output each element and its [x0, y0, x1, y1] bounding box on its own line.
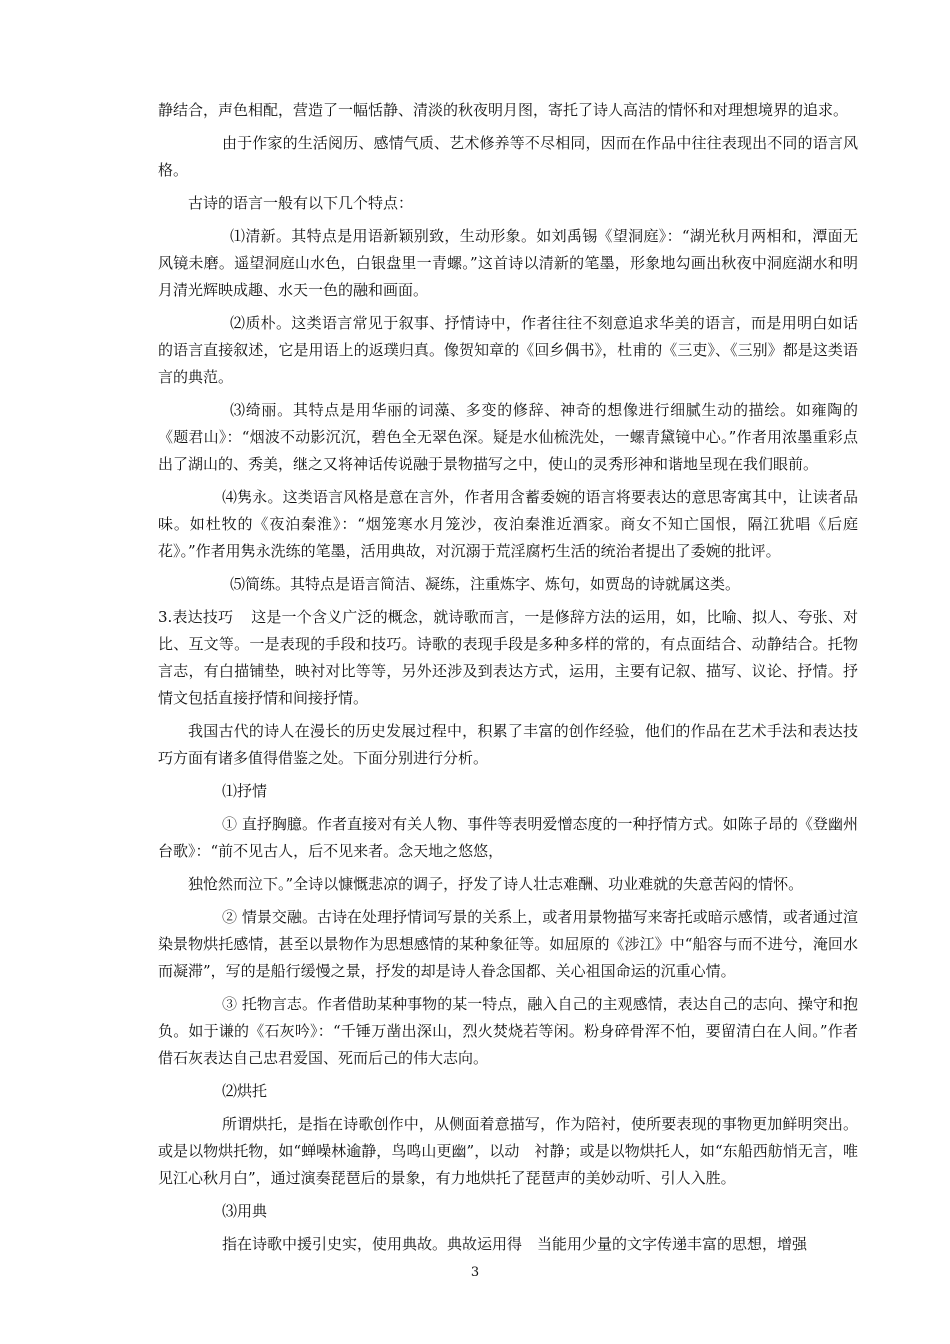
paragraph: ⑶绮丽。其特点是用华丽的词藻、多变的修辞、神奇的想像进行细腻生动的描绘。如雍陶的《题君山》：“烟波不动影沉沉，碧色全无翠色深。疑是水仙梳洗处，一螺青黛镜中心。”作者用浓墨重彩点出了湖山的、秀美，继之又将神话传说融于景物描写之中，使山的灵秀形神和谐地呈现在我们眼前。 — [158, 401, 858, 473]
paragraph: ② 情景交融。古诗在处理抒情词写景的关系上，或者用景物描写来寄托或暗示感情，或者通过渲染景物烘托感情，甚至以景物作为思想感情的某种象征等。如屈原的《涉江》中“船容与而不进兮，淹回水而凝滞”，写的是船行缓慢之景，抒发的却是诗人眷念国都、关心祖国命运的沉重心情。 — [158, 908, 858, 980]
section-text: 这是一个含义广泛的概念，就诗歌而言，一是修辞方法的运用，如，比喻、拟人、夸张、对比、互文等。一是表现的手段和技巧。诗歌的表现手段是多种多样的常的，有点面结合、动静结合。托物言志，有白描铺垫，映衬对比等等，另外还涉及到表达方式，运用，主要有记叙、描写、议论、抒情。抒情文包括直接抒情和间接抒情。 — [158, 608, 858, 707]
paragraph: 古诗的语言一般有以下几个特点： — [188, 194, 414, 212]
subheading: ⑴抒情 — [222, 782, 268, 800]
paragraph: 独怆然而泣下。”全诗以慷慨悲凉的调子，抒发了诗人壮志难酬、功业难就的失意苦闷的情怀。 — [188, 875, 804, 893]
paragraph: 静结合，声色相配，营造了一幅恬静、清淡的秋夜明月图，寄托了诗人高洁的情怀和对理想境界的追求。 — [158, 101, 849, 119]
paragraph: ⑴清新。其特点是用语新颖别致，生动形象。如刘禹锡《望洞庭》：“湖光秋月两相和，潭面无风镜未磨。遥望洞庭山水色，白银盘里一青螺。”这首诗以清新的笔墨，形象地勾画出秋夜中洞庭湖水和明月清光辉映成趣、水天一色的融和画面。 — [158, 227, 858, 299]
paragraph: 指在诗歌中援引史实，使用典故。典故运用得 当能用少量的文字传递丰富的思想，增强 — [222, 1235, 808, 1253]
section-paragraph — [158, 604, 858, 712]
paragraph: 所谓烘托，是指在诗歌创作中，从侧面着意描写，作为陪衬，使所要表现的事物更加鲜明突出。或是以物烘托物，如“蝉噪林逾静，鸟鸣山更幽”，以动 衬静；或是以物烘托人，如“东船西舫悄无言，唯见江心秋月白”，通过演奏琵琶后的景象，有力地烘托了琵琶声的美妙动听、引人入胜。 — [158, 1115, 858, 1187]
page-number: 3 — [470, 1265, 480, 1280]
document-body — [158, 97, 874, 1264]
subheading: ⑵烘托 — [222, 1082, 268, 1100]
paragraph: 由于作家的生活阅历、感情气质、艺术修养等不尽相同，因而在作品中往往表现出不同的语言风格。 — [158, 134, 858, 179]
paragraph: ⑵质朴。这类语言常见于叙事、抒情诗中，作者往往不刻意追求华美的语言，而是用明白如话的语言直接叙述，它是用语上的返璞归真。像贺知章的《回乡偶书》，杜甫的《三吏》、《三别》都是这类语言的典范。 — [158, 314, 858, 386]
subheading: ⑶用典 — [222, 1202, 268, 1220]
paragraph: ③ 托物言志。作者借助某种事物的某一特点，融入自己的主观感情，表达自己的志向、操守和抱 负。如于谦的《石灰吟》：“千锤万凿出深山，烈火焚烧若等闲。粉身碎骨浑不怕，要留清白在人间。”作者借石灰表达自己忠君爱国、死而后己的伟大志向。 — [158, 995, 874, 1067]
paragraph: ⑷隽永。这类语言风格是意在言外，作者用含蓄委婉的语言将要表达的意思寄寓其中，让读者品味。如杜牧的《夜泊秦淮》：“烟笼寒水月笼沙，夜泊秦淮近酒家。商女不知亡国恨，隔江犹唱《后庭花》。”作者用隽永洗练的笔墨，活用典故，对沉溺于荒淫腐朽生活的统治者提出了委婉的批评。 — [158, 488, 858, 560]
paragraph: ① 直抒胸臆。作者直接对有关人物、事件等表明爱憎态度的一种抒情方式。如陈子昂的《登幽州台歌》：“前不见古人，后不见来者。念天地之悠悠， — [158, 815, 858, 860]
section-heading: 3.表达技巧 — [158, 608, 234, 626]
paragraph: 我国古代的诗人在漫长的历史发展过程中，积累了丰富的创作经验，他们的作品在艺术手法和表达技巧方面有诸多值得借鉴之处。下面分别进行分析。 — [158, 722, 858, 767]
paragraph: ⑸简练。其特点是语言简洁、凝练，注重炼字、炼句，如贾岛的诗就属这类。 — [230, 575, 741, 593]
